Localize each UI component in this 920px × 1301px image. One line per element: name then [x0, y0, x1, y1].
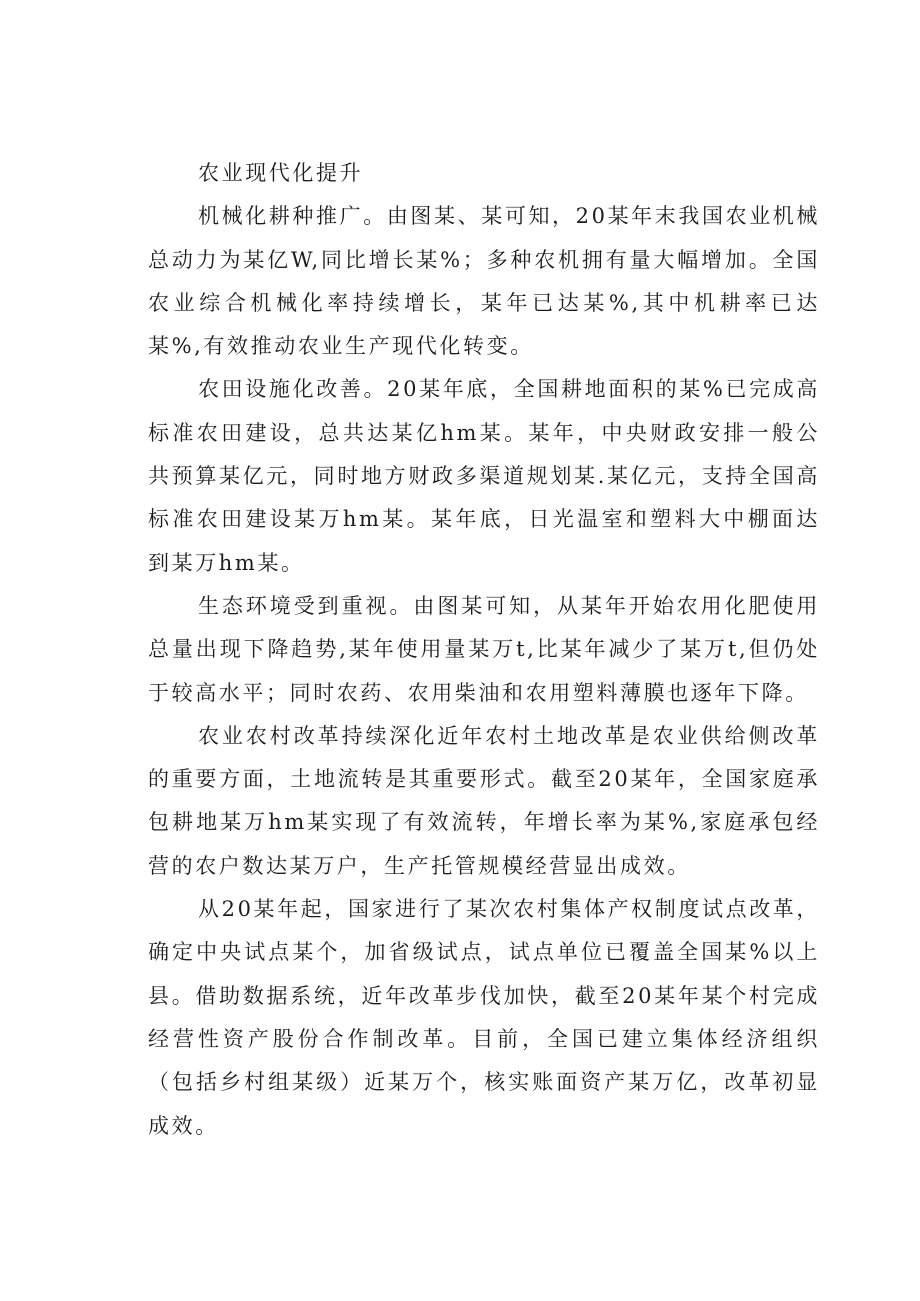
section-heading: 农业现代化提升 [198, 161, 364, 185]
paragraph-farmland-facilities: 农田设施化改善。20某年底，全国耕地面积的某%已完成高标准农田建设，总共达某亿hm某。某年，中央财政安排一般公共预算某亿元，同时地方财政多渠道规划某.某亿元，支持全国高标准农田建设某万hm某。某年底，日光温室和塑料大中棚面达到某万hm某。 [148, 377, 820, 575]
paragraph-ecology: 生态环境受到重视。由图某可知，从某年开始农用化肥使用总量出现下降趋势,某年使用量某万t,比某年减少了某万t,但仍处于较高水平；同时农药、农用柴油和农用塑料薄膜也逐年下降。 [148, 593, 820, 705]
paragraph-mechanization: 机械化耕种推广。由图某、某可知，20某年末我国农业机械总动力为某亿W,同比增长某%；多种农机拥有量大幅增加。全国农业综合机械化率持续增长，某年已达某%,其中机耕率已达某%,有效推动农业生产现代化转变。 [148, 204, 820, 359]
paragraph-rural-reform: 农业农村改革持续深化近年农村土地改革是农业供给侧改革的重要方面，土地流转是其重要形式。截至20某年，全国家庭承包耕地某万hm某实现了有效流转，年增长率为某%,家庭承包经营的农户数达某万户，生产托管规模经营显出成效。 [148, 723, 820, 878]
document-body [148, 152, 820, 1148]
paragraph-collective-property-reform: 从20某年起，国家进行了某次农村集体产权制度试点改革，确定中央试点某个，加省级试点，试点单位已覆盖全国某%以上县。借助数据系统，近年改革步伐加快，截至20某年某个村完成经营性资产股份合作制改革。目前，全国已建立集体经济组织（包括乡村组某级）近某万个，核实账面资产某万亿，改革初显成效。 [148, 897, 820, 1138]
